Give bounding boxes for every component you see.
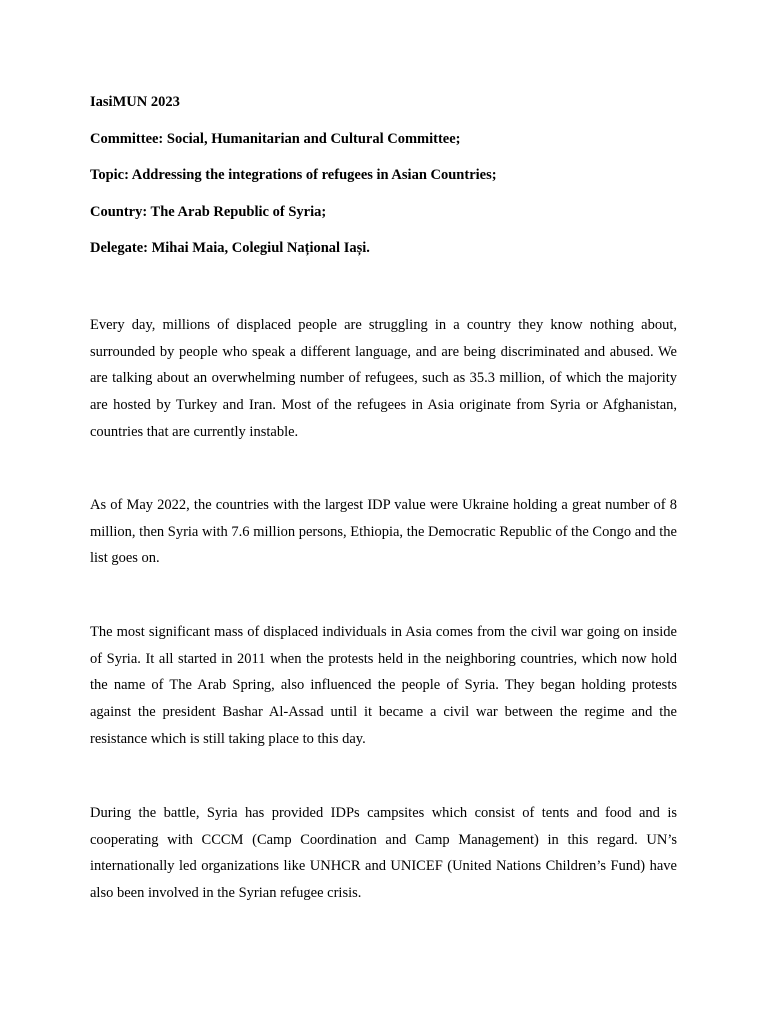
delegate-line: Delegate: Mihai Maia, Colegiul Național Iași. [90,240,370,257]
paragraph-intro: Every day, millions of displaced people are struggling in a country they know nothing about, surrounded by people who speak a different language, and are being discriminated and abused. We are talking about an overwhelming number of refugees, such as 35.3 million, of which the majority are hosted by Turkey and Iran. Most of the refugees in Asia originate from Syria or Afghanistan, countries that are currently instable. [90,317,677,440]
conference-title: IasiMUN 2023 [90,94,180,110]
country-line: Country: The Arab Republic of Syria; [90,203,327,220]
paragraph-idp-statistics: As of May 2022, the countries with the largest IDP value were Ukraine holding a great number of 8 million, then Syria with 7.6 million persons, Ethiopia, the Democratic Republic of the Congo and the list goes on. [90,497,677,567]
document-page [90,92,677,902]
topic-line: Topic: Addressing the integrations of refugees in Asian Countries; [90,167,497,184]
committee-line: Committee: Social, Humanitarian and Cultural Committee; [90,130,461,147]
paragraph-campsites: During the battle, Syria has provided IDPs campsites which consist of tents and food and is cooperating with CCCM (Camp Coordination and Camp Management) in this regard. UN’s internationally led organizations like UNHCR and UNICEF (United Nations Children’s Fund) have also been involved in the Syrian refugee crisis. [90,805,677,902]
paragraph-civil-war: The most significant mass of displaced individuals in Asia comes from the civil war going on inside of Syria. It all started in 2011 when the protests held in the neighboring countries, which now hold the name of The Arab Spring, also influenced the people of Syria. They began holding protests against the president Bashar Al-Assad until it became a civil war between the regime and the resistance which is still taking place to this day. [90,624,677,747]
